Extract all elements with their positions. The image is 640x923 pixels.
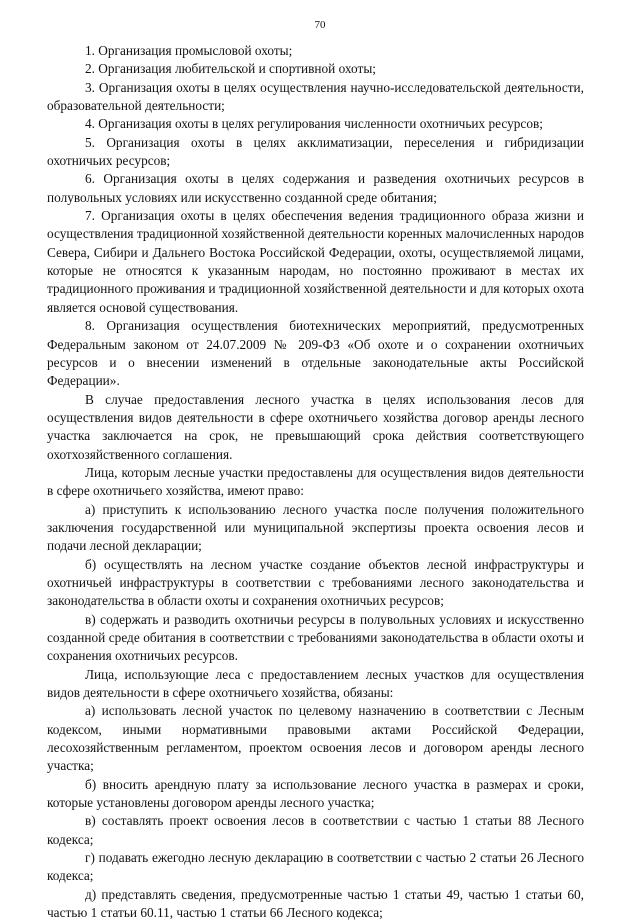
paragraph-2: 2. Организация любительской и спортивной охоты;	[85, 61, 376, 77]
document-body	[47, 42, 584, 923]
paragraph-4: 4. Организация охоты в целях регулирования численности охотничьих ресурсов;	[85, 116, 543, 132]
paragraph-10: Лица, которым лесные участки предоставлены для осуществления видов деятельности в сфере охотничьего хозяйства, имеют право:	[47, 464, 584, 499]
paragraph-12: б) осуществлять на лесном участке создание объектов лесной инфраструктуры и охотничьей инфраструктуры в соответствии с требованиями лесного законодательства и законодательства в области охоты и сохранения охотничьих ресурсов;	[47, 556, 584, 609]
paragraph-19: д) представлять сведения, предусмотренные частью 1 статьи 49, частью 1 статьи 60, частью 1 статьи 60.11, частью 1 статьи 66 Лесного кодекса;	[47, 886, 584, 921]
paragraph-17: в) составлять проект освоения лесов в соответствии с частью 1 статьи 88 Лесного кодекса;	[47, 813, 584, 847]
paragraph-3: 3. Организация охоты в целях осуществления научно-исследовательской деятельности, образовательной деятельности;	[47, 79, 584, 114]
paragraph-15: а) использовать лесной участок по целевому назначению в соответствии с Лесным кодексом, иными нормативными правовыми актами Российской Федерации, лесохозяйственным регламентом, проектом освоения лесов и договором аренды лесного участка;	[47, 703, 584, 774]
paragraph-11: а) приступить к использованию лесного участка после получения положительного заключения государственной или муниципальной экспертизы проекта освоения лесов и подачи лесной декларации;	[47, 501, 584, 554]
paragraph-16: б) вносить арендную плату за использование лесного участка в размерах и сроки, которые установлены договором аренды лесного участка;	[47, 776, 584, 811]
paragraph-9: В случае предоставления лесного участка в целях использования лесов для осуществления видов деятельности в сфере охотничьего хозяйства договор аренды лесного участка заключается на срок, не превышающий срока действия соответствующего охотхозяйственного соглашения.	[47, 391, 584, 462]
paragraph-8: 8. Организация осуществления биотехнических мероприятий, предусмотренных Федеральным законом от 24.07.2009 № 209-ФЗ «Об охоте и о сохранении охотничьих ресурсов и о внесении изменений в отдельные законодательные акты Российской Федерации».	[47, 318, 584, 389]
paragraph-13: в) содержать и разводить охотничьи ресурсы в полувольных условиях и искусственно созданной среде обитания в соответствии с требованиями законодательства в области охоты и сохранения охотничьих ресурсов.	[47, 611, 584, 664]
paragraph-1: 1. Организация промысловой охоты;	[85, 43, 293, 58]
paragraph-7: 7. Организация охоты в целях обеспечения ведения традиционного образа жизни и осуществления традиционной хозяйственной деятельности коренных малочисленных народов Севера, Сибири и Дальнего Востока Российской Федерации, охоты, осуществляемой лицами, которые не относятся к указанным народам, но постоянно проживают в местах их традиционного проживания и традиционной хозяйственной деятельности и для которых охота является основой существования.	[47, 208, 584, 315]
paragraph-14: Лица, использующие леса с предоставлением лесных участков для осуществления видов деятельности в сфере охотничьего хозяйства, обязаны:	[47, 666, 584, 701]
page-number: 70	[314, 19, 326, 31]
paragraph-18: г) подавать ежегодно лесную декларацию в соответствии с частью 2 статьи 26 Лесного кодекса;	[47, 850, 584, 884]
paragraph-5: 5. Организация охоты в целях акклиматизации, переселения и гибридизации охотничьих ресурсов;	[47, 134, 584, 169]
paragraph-6: 6. Организация охоты в целях содержания и разведения охотничьих ресурсов в полувольных условиях или искусственно созданной среде обитания;	[47, 171, 584, 205]
